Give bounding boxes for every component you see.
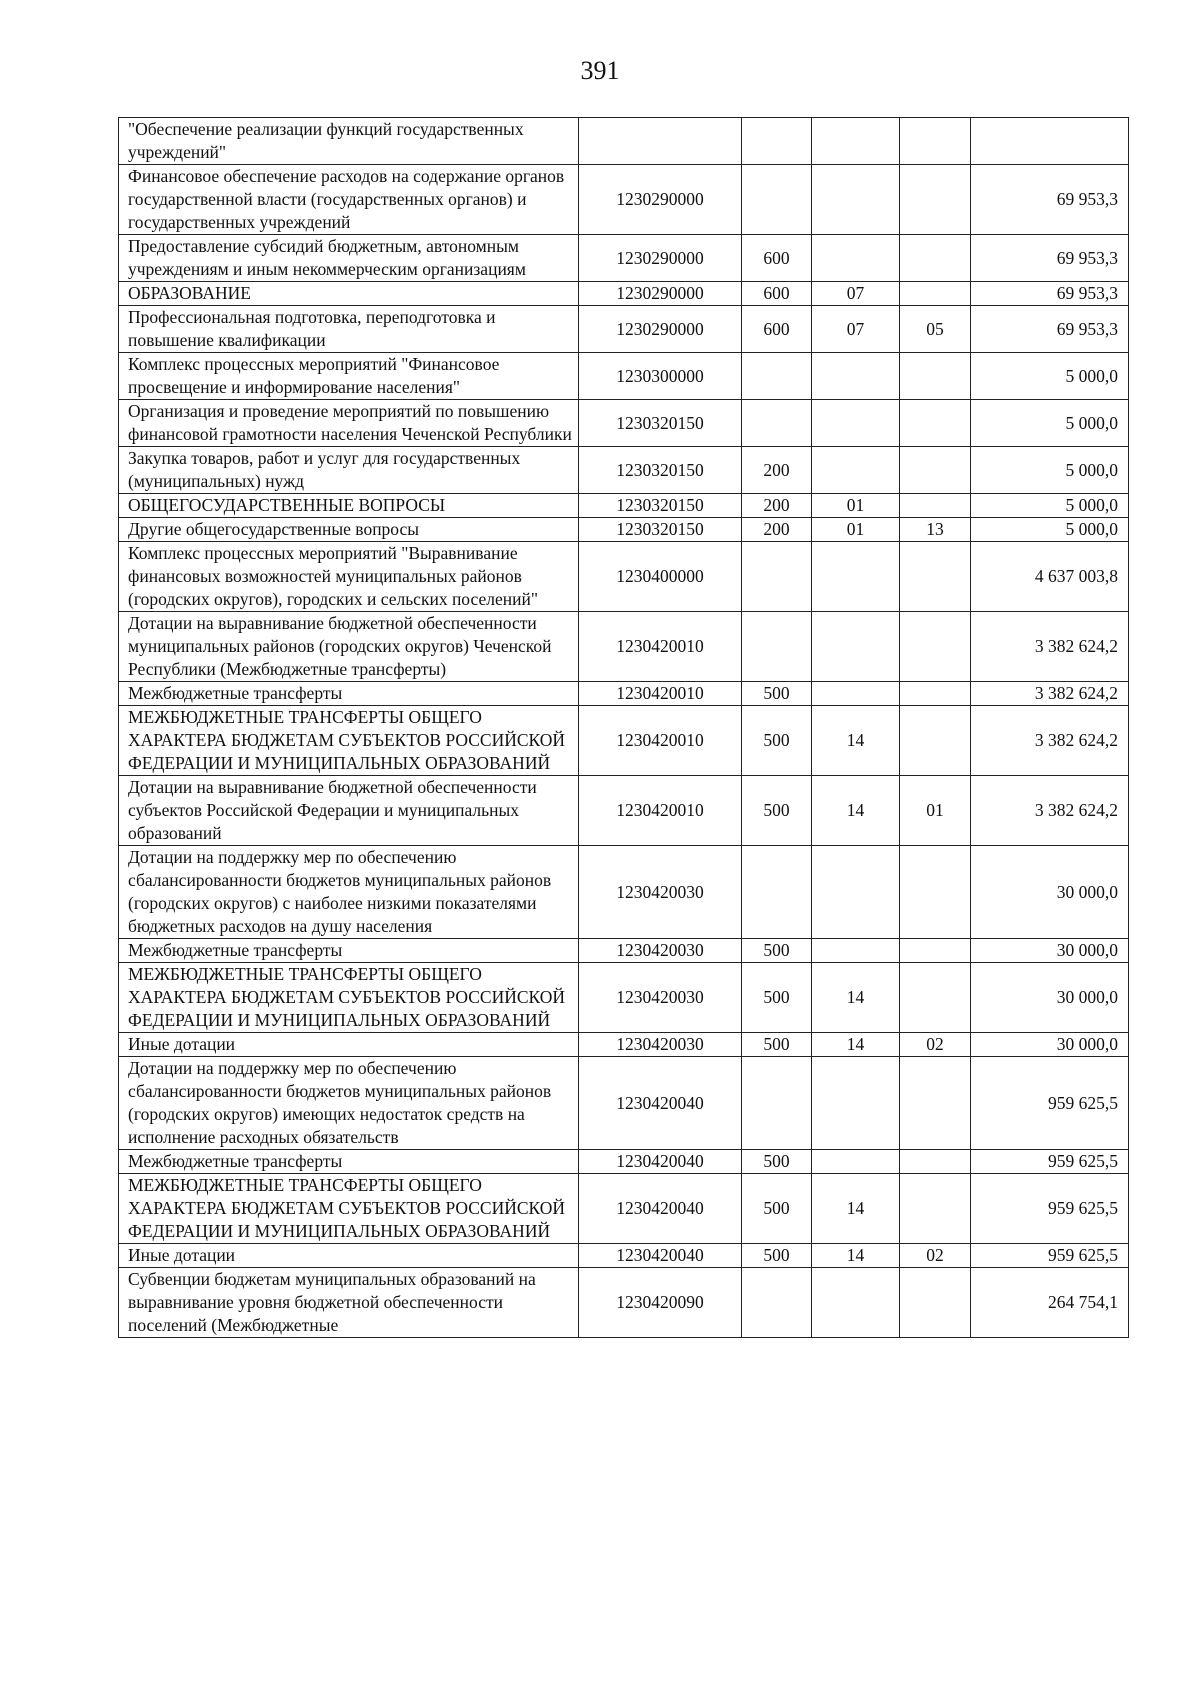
row-amount: 69 953,3 — [971, 306, 1129, 353]
row-subsection — [900, 939, 971, 963]
row-name: МЕЖБЮДЖЕТНЫЕ ТРАНСФЕРТЫ ОБЩЕГО ХАРАКТЕРА БЮДЖЕТАМ СУБЪЕКТОВ РОССИЙСКОЙ ФЕДЕРАЦИИ И МУНИЦИПАЛЬНЫХ ОБРАЗОВАНИЙ — [119, 963, 579, 1033]
row-target-code: 1230420030 — [579, 939, 742, 963]
row-expense-type: 500 — [742, 706, 812, 776]
row-name: Межбюджетные трансферты — [119, 682, 579, 706]
row-expense-type: 600 — [742, 306, 812, 353]
row-expense-type — [742, 612, 812, 682]
table-row — [119, 1033, 1129, 1057]
row-expense-type: 500 — [742, 1174, 812, 1244]
row-amount: 5 000,0 — [971, 447, 1129, 494]
row-subsection — [900, 706, 971, 776]
row-expense-type: 200 — [742, 518, 812, 542]
row-target-code — [579, 118, 742, 165]
row-amount: 30 000,0 — [971, 1033, 1129, 1057]
row-section: 14 — [812, 776, 900, 846]
table-row — [119, 447, 1129, 494]
row-amount: 5 000,0 — [971, 494, 1129, 518]
row-expense-type: 500 — [742, 939, 812, 963]
row-subsection: 13 — [900, 518, 971, 542]
row-section: 14 — [812, 963, 900, 1033]
row-name: Комплекс процессных мероприятий "Выравнивание финансовых возможностей муниципальных районов (городских округов), городских и сельских поселений" — [119, 542, 579, 612]
row-name: "Обеспечение реализации функций государственных учреждений" — [119, 118, 579, 165]
row-amount: 5 000,0 — [971, 518, 1129, 542]
row-name: Организация и проведение мероприятий по повышению финансовой грамотности населения Чеченской Республики — [119, 400, 579, 447]
page-number: 391 — [580, 56, 620, 85]
row-name: Дотации на выравнивание бюджетной обеспеченности муниципальных районов (городских округов) Чеченской Республики (Межбюджетные трансферты) — [119, 612, 579, 682]
row-name: Иные дотации — [119, 1033, 579, 1057]
row-target-code: 1230290000 — [579, 282, 742, 306]
row-name: Закупка товаров, работ и услуг для государственных (муниципальных) нужд — [119, 447, 579, 494]
row-target-code: 1230320150 — [579, 447, 742, 494]
row-name: Дотации на выравнивание бюджетной обеспеченности субъектов Российской Федерации и муниципальных образований — [119, 776, 579, 846]
row-section — [812, 939, 900, 963]
row-name: Другие общегосударственные вопросы — [119, 518, 579, 542]
row-target-code: 1230290000 — [579, 306, 742, 353]
row-expense-type: 500 — [742, 1033, 812, 1057]
row-section — [812, 542, 900, 612]
row-target-code: 1230320150 — [579, 494, 742, 518]
table-row — [119, 542, 1129, 612]
row-subsection — [900, 1150, 971, 1174]
table-row — [119, 400, 1129, 447]
table-row — [119, 846, 1129, 939]
table-row — [119, 353, 1129, 400]
row-subsection — [900, 846, 971, 939]
row-subsection — [900, 963, 971, 1033]
row-target-code: 1230290000 — [579, 235, 742, 282]
table-row — [119, 1244, 1129, 1268]
row-expense-type: 200 — [742, 494, 812, 518]
row-amount: 3 382 624,2 — [971, 706, 1129, 776]
row-amount: 959 625,5 — [971, 1244, 1129, 1268]
table-row — [119, 1174, 1129, 1244]
row-expense-type: 600 — [742, 235, 812, 282]
row-expense-type — [742, 118, 812, 165]
row-expense-type: 500 — [742, 963, 812, 1033]
row-target-code: 1230420030 — [579, 1033, 742, 1057]
row-expense-type — [742, 353, 812, 400]
row-expense-type — [742, 400, 812, 447]
row-section — [812, 1057, 900, 1150]
row-name: Предоставление субсидий бюджетным, автономным учреждениям и иным некоммерческим организациям — [119, 235, 579, 282]
row-expense-type: 500 — [742, 1244, 812, 1268]
row-section — [812, 1268, 900, 1338]
row-section — [812, 846, 900, 939]
row-subsection — [900, 118, 971, 165]
table-row — [119, 306, 1129, 353]
row-subsection — [900, 235, 971, 282]
row-amount: 69 953,3 — [971, 165, 1129, 235]
table-row — [119, 494, 1129, 518]
row-section: 14 — [812, 1174, 900, 1244]
row-amount: 69 953,3 — [971, 235, 1129, 282]
row-subsection: 02 — [900, 1244, 971, 1268]
row-expense-type: 500 — [742, 682, 812, 706]
table-row — [119, 118, 1129, 165]
row-name: ОБРАЗОВАНИЕ — [119, 282, 579, 306]
row-amount: 4 637 003,8 — [971, 542, 1129, 612]
row-subsection — [900, 353, 971, 400]
row-name: Дотации на поддержку мер по обеспечению сбалансированности бюджетов муниципальных районов (городских округов) имеющих недостаток средств на исполнение расходных обязательств — [119, 1057, 579, 1150]
row-amount: 30 000,0 — [971, 963, 1129, 1033]
row-name: Межбюджетные трансферты — [119, 939, 579, 963]
row-section — [812, 235, 900, 282]
table-row — [119, 612, 1129, 682]
row-amount: 3 382 624,2 — [971, 612, 1129, 682]
row-amount: 30 000,0 — [971, 846, 1129, 939]
row-expense-type: 500 — [742, 776, 812, 846]
row-target-code: 1230420010 — [579, 682, 742, 706]
row-section — [812, 612, 900, 682]
row-amount — [971, 118, 1129, 165]
row-expense-type — [742, 846, 812, 939]
row-subsection — [900, 1174, 971, 1244]
row-section: 14 — [812, 706, 900, 776]
row-target-code: 1230420030 — [579, 963, 742, 1033]
table-row — [119, 776, 1129, 846]
row-expense-type — [742, 165, 812, 235]
row-amount: 5 000,0 — [971, 353, 1129, 400]
row-section — [812, 400, 900, 447]
table-row — [119, 235, 1129, 282]
row-target-code: 1230300000 — [579, 353, 742, 400]
table-row — [119, 939, 1129, 963]
row-target-code: 1230420010 — [579, 776, 742, 846]
table-row — [119, 1057, 1129, 1150]
row-subsection — [900, 165, 971, 235]
table-row — [119, 518, 1129, 542]
row-amount: 5 000,0 — [971, 400, 1129, 447]
row-amount: 3 382 624,2 — [971, 682, 1129, 706]
budget-table — [118, 117, 1129, 1338]
row-section: 14 — [812, 1033, 900, 1057]
row-target-code: 1230420030 — [579, 846, 742, 939]
row-expense-type: 500 — [742, 1150, 812, 1174]
row-target-code: 1230400000 — [579, 542, 742, 612]
row-subsection — [900, 612, 971, 682]
row-target-code: 1230420010 — [579, 706, 742, 776]
row-name: ОБЩЕГОСУДАРСТВЕННЫЕ ВОПРОСЫ — [119, 494, 579, 518]
row-name: Финансовое обеспечение расходов на содержание органов государственной власти (государственных органов) и государственных учреждений — [119, 165, 579, 235]
row-name: МЕЖБЮДЖЕТНЫЕ ТРАНСФЕРТЫ ОБЩЕГО ХАРАКТЕРА БЮДЖЕТАМ СУБЪЕКТОВ РОССИЙСКОЙ ФЕДЕРАЦИИ И МУНИЦИПАЛЬНЫХ ОБРАЗОВАНИЙ — [119, 706, 579, 776]
table-row — [119, 165, 1129, 235]
row-target-code: 1230420040 — [579, 1150, 742, 1174]
row-section — [812, 447, 900, 494]
table-row — [119, 682, 1129, 706]
row-subsection — [900, 447, 971, 494]
row-expense-type: 200 — [742, 447, 812, 494]
row-subsection — [900, 682, 971, 706]
table-row — [119, 282, 1129, 306]
row-target-code: 1230420040 — [579, 1057, 742, 1150]
row-name: Межбюджетные трансферты — [119, 1150, 579, 1174]
row-target-code: 1230420040 — [579, 1244, 742, 1268]
table-row — [119, 706, 1129, 776]
row-name: Профессиональная подготовка, переподготовка и повышение квалификации — [119, 306, 579, 353]
row-target-code: 1230290000 — [579, 165, 742, 235]
row-amount: 3 382 624,2 — [971, 776, 1129, 846]
row-expense-type — [742, 1268, 812, 1338]
row-amount: 959 625,5 — [971, 1174, 1129, 1244]
row-section — [812, 353, 900, 400]
row-section: 07 — [812, 282, 900, 306]
row-expense-type — [742, 542, 812, 612]
row-name: Субвенции бюджетам муниципальных образований на выравнивание уровня бюджетной обеспеченности поселений (Межбюджетные — [119, 1268, 579, 1338]
row-section — [812, 1150, 900, 1174]
row-subsection: 02 — [900, 1033, 971, 1057]
row-subsection: 05 — [900, 306, 971, 353]
row-amount: 959 625,5 — [971, 1150, 1129, 1174]
row-section — [812, 682, 900, 706]
table-row — [119, 963, 1129, 1033]
row-subsection — [900, 282, 971, 306]
row-amount: 69 953,3 — [971, 282, 1129, 306]
row-subsection — [900, 400, 971, 447]
row-subsection — [900, 1268, 971, 1338]
row-expense-type — [742, 1057, 812, 1150]
row-amount: 30 000,0 — [971, 939, 1129, 963]
table-row — [119, 1268, 1129, 1338]
row-expense-type: 600 — [742, 282, 812, 306]
row-section — [812, 165, 900, 235]
row-amount: 959 625,5 — [971, 1057, 1129, 1150]
row-section: 01 — [812, 494, 900, 518]
row-name: Иные дотации — [119, 1244, 579, 1268]
table-row — [119, 1150, 1129, 1174]
row-target-code: 1230420040 — [579, 1174, 742, 1244]
row-section — [812, 118, 900, 165]
row-amount: 264 754,1 — [971, 1268, 1129, 1338]
row-target-code: 1230320150 — [579, 518, 742, 542]
row-subsection — [900, 494, 971, 518]
row-section: 01 — [812, 518, 900, 542]
row-subsection: 01 — [900, 776, 971, 846]
row-target-code: 1230420010 — [579, 612, 742, 682]
row-name: Дотации на поддержку мер по обеспечению сбалансированности бюджетов муниципальных районов (городских округов) с наиболее низкими показателями бюджетных расходов на душу населения — [119, 846, 579, 939]
row-section: 14 — [812, 1244, 900, 1268]
row-target-code: 1230420090 — [579, 1268, 742, 1338]
row-target-code: 1230320150 — [579, 400, 742, 447]
row-section: 07 — [812, 306, 900, 353]
row-name: Комплекс процессных мероприятий "Финансовое просвещение и информирование населения" — [119, 353, 579, 400]
row-subsection — [900, 542, 971, 612]
row-name: МЕЖБЮДЖЕТНЫЕ ТРАНСФЕРТЫ ОБЩЕГО ХАРАКТЕРА БЮДЖЕТАМ СУБЪЕКТОВ РОССИЙСКОЙ ФЕДЕРАЦИИ И МУНИЦИПАЛЬНЫХ ОБРАЗОВАНИЙ — [119, 1174, 579, 1244]
row-subsection — [900, 1057, 971, 1150]
